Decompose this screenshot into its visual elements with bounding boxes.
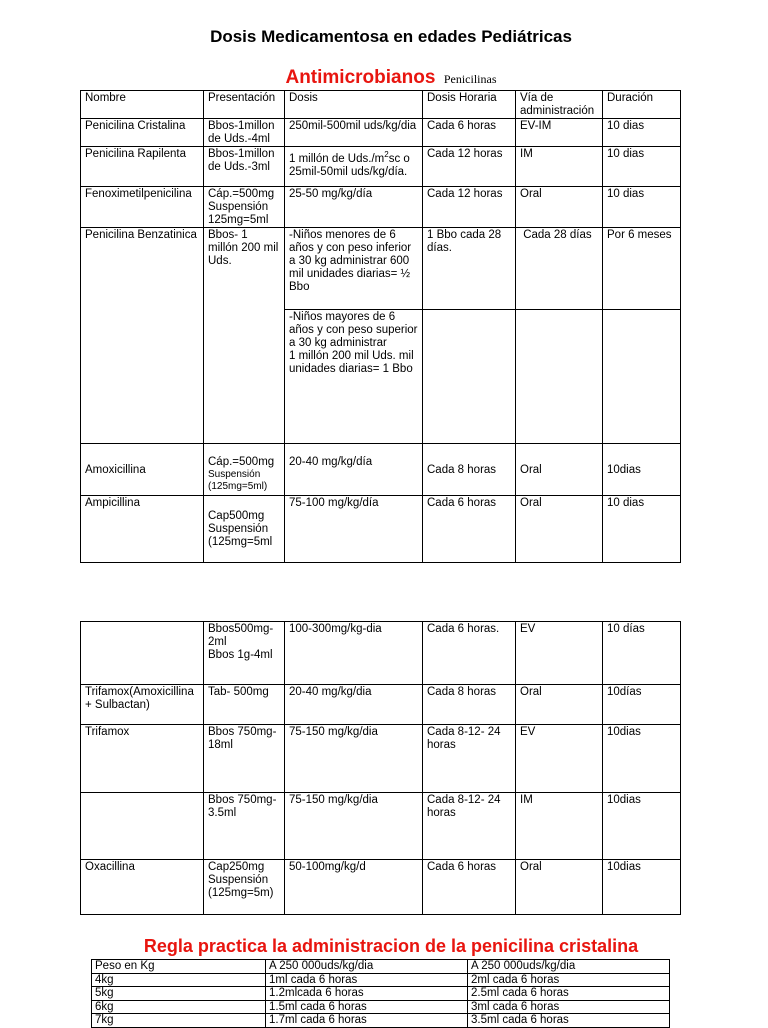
table-row [81, 119, 681, 147]
table-header-row [81, 91, 681, 119]
header-cell: Duración [603, 91, 681, 119]
cell: Amoxicillina [81, 444, 204, 496]
penicillin-table-continued [80, 621, 681, 915]
rule-heading: Regla practica la administracion de la penicilina cristalina [143, 936, 639, 956]
cell: Bbos500mg-2ml Bbos 1g-4ml [204, 622, 285, 685]
cell-line: Suspensión [208, 469, 261, 480]
cell: 1.2mlcada 6 horas [266, 987, 468, 1001]
cell: Bbos-1millon de Uds.-4ml [204, 119, 285, 147]
table-row [92, 1014, 670, 1028]
header-cell: Dosis [285, 91, 423, 119]
cell: 1 Bbo cada 28 días. [423, 228, 516, 310]
cell: Cada 6 horas [423, 860, 516, 915]
cell: Cada 8 horas [423, 444, 516, 496]
section-heading-main: Antimicrobianos [285, 67, 436, 88]
cell: 2ml cada 6 horas [468, 973, 670, 987]
table-row [92, 987, 670, 1001]
header-cell: Vía de administración [516, 91, 603, 119]
cell: 10dias [603, 725, 681, 793]
cell: Trifamox(Amoxicillina + Sulbactan) [81, 685, 204, 725]
cell: EV-IM [516, 119, 603, 147]
cell: 1ml cada 6 horas [266, 973, 468, 987]
cell: Oral [516, 496, 603, 563]
cell: Por 6 meses [603, 228, 681, 310]
cell-line: Cáp.=500mg [208, 456, 275, 468]
cell: Trifamox [81, 725, 204, 793]
superscript: 2 [384, 150, 389, 159]
section-heading-sub: Penicilinas [443, 72, 497, 86]
cell: Cáp.=500mg Suspensión 125mg=5ml [204, 187, 285, 228]
header-cell: A 250 000uds/kg/dia [468, 960, 670, 974]
table-row [81, 860, 681, 915]
table-row [81, 685, 681, 725]
cell: 2.5ml cada 6 horas [468, 987, 670, 1001]
cell: Tab- 500mg [204, 685, 285, 725]
cell: IM [516, 793, 603, 860]
cell: Bbos-1millon de Uds.-3ml [204, 147, 285, 187]
cell: Oral [516, 860, 603, 915]
cell: Ampicillina [81, 496, 204, 563]
cell: 250mil-500mil uds/kg/dia [285, 119, 423, 147]
cell [516, 310, 603, 444]
cell: Penicilina Rapilenta [81, 147, 204, 187]
table-row [81, 228, 681, 310]
cell: 100-300mg/kg-dia [285, 622, 423, 685]
page-title: Dosis Medicamentosa en edades Pediátricas [210, 27, 572, 46]
cell: 10 dias [603, 187, 681, 228]
cell: Cada 12 horas [423, 187, 516, 228]
cell [204, 444, 285, 496]
cell: Bbos 750mg-18ml [204, 725, 285, 793]
cell: EV [516, 622, 603, 685]
cell: Cap250mg Suspensión (125mg=5m) [204, 860, 285, 915]
cell: 20-40 mg/kg/dia [285, 685, 423, 725]
cell [603, 310, 681, 444]
cell: Cada 6 horas [423, 496, 516, 563]
cell: Oral [516, 685, 603, 725]
cell: 4kg [92, 973, 266, 987]
cell: 10días [603, 685, 681, 725]
dose-text: 1 millón de Uds./m [289, 152, 385, 165]
cell [81, 622, 204, 685]
cell: 1.5ml cada 6 horas [266, 1000, 468, 1014]
table-row [81, 496, 681, 563]
cell: 10 dias [603, 147, 681, 187]
cell: Penicilina Cristalina [81, 119, 204, 147]
cell: 25-50 mg/kg/día [285, 187, 423, 228]
cell: Cada 8-12- 24 horas [423, 793, 516, 860]
cell [423, 310, 516, 444]
header-cell: Presentación [204, 91, 285, 119]
cell: Cada 6 horas. [423, 622, 516, 685]
table-row [92, 1000, 670, 1014]
cell: 10dias [603, 860, 681, 915]
section-heading [0, 67, 768, 89]
cell: Oxacillina [81, 860, 204, 915]
cell: 75-150 mg/kg/dia [285, 793, 423, 860]
header-cell: Dosis Horaria [423, 91, 516, 119]
table-header-row [92, 960, 670, 974]
cell: Cada 8 horas [423, 685, 516, 725]
cell: EV [516, 725, 603, 793]
cell: 10dias [603, 444, 681, 496]
cell: Penicilina Benzatinica [81, 228, 204, 444]
cell-line: (125mg=5ml) [208, 481, 268, 492]
cell: 5kg [92, 987, 266, 1001]
header-cell: A 250 000uds/kg/dia [266, 960, 468, 974]
header-cell: Nombre [81, 91, 204, 119]
table-row [81, 793, 681, 860]
cell: Cap500mg Suspensión (125mg=5ml [204, 496, 285, 563]
cell: 50-100mg/kg/d [285, 860, 423, 915]
cell: 10 días [603, 622, 681, 685]
cell: -Niños mayores de 6 años y con peso superior a 30 kg administrar 1 millón 200 mil Uds. mil unidades diarias= 1 Bbo [285, 310, 423, 444]
cell: Fenoximetilpenicilina [81, 187, 204, 228]
table-row [92, 973, 670, 987]
table-row [81, 187, 681, 228]
cell: Cada 6 horas [423, 119, 516, 147]
cell: 75-150 mg/kg/dia [285, 725, 423, 793]
cell: 3ml cada 6 horas [468, 1000, 670, 1014]
rule-table [91, 959, 670, 1028]
cell: Bbos- 1 millón 200 mil Uds. [204, 228, 285, 444]
dose-text: sc o 25mil-50mil uds/kg/día. [289, 152, 410, 178]
cell: 1.7ml cada 6 horas [266, 1014, 468, 1028]
cell: Oral [516, 187, 603, 228]
header-cell: Peso en Kg [92, 960, 266, 974]
cell: IM [516, 147, 603, 187]
cell [285, 147, 423, 187]
cell: -Niños menores de 6 años y con peso inferior a 30 kg administrar 600 mil unidades diarias= ½ Bbo [285, 228, 423, 310]
cell: 75-100 mg/kg/día [285, 496, 423, 563]
cell: Bbos 750mg-3.5ml [204, 793, 285, 860]
table-row [81, 147, 681, 187]
table-row [81, 444, 681, 496]
table-row [81, 725, 681, 793]
cell: 6kg [92, 1000, 266, 1014]
penicillin-table [80, 90, 681, 563]
table-row [81, 622, 681, 685]
cell: 10 dias [603, 496, 681, 563]
cell: Cada 8-12- 24 horas [423, 725, 516, 793]
cell: Oral [516, 444, 603, 496]
cell: 3.5ml cada 6 horas [468, 1014, 670, 1028]
cell [81, 793, 204, 860]
cell: Cada 12 horas [423, 147, 516, 187]
cell: 20-40 mg/kg/día [285, 444, 423, 496]
cell: 10 dias [603, 119, 681, 147]
cell: 7kg [92, 1014, 266, 1028]
cell: Cada 28 días [516, 228, 603, 310]
cell: 10dias [603, 793, 681, 860]
